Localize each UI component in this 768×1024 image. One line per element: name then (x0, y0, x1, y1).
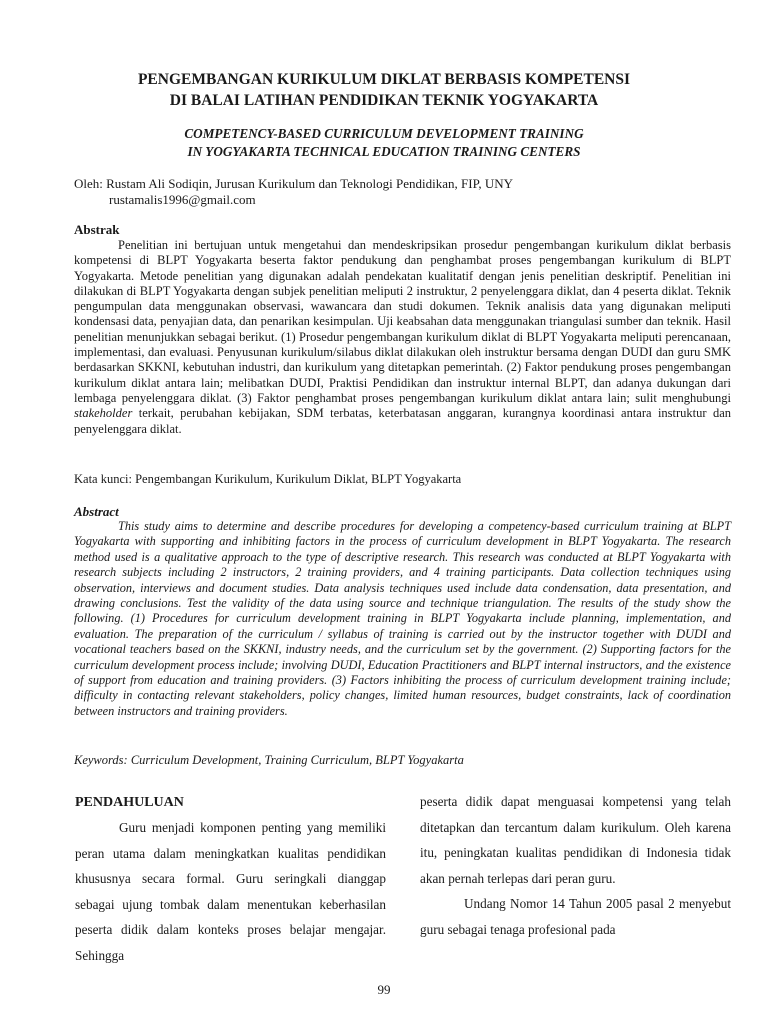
en-title-line-2: IN YOGYAKARTA TECHNICAL EDUCATION TRAINING CENTERS (187, 144, 581, 159)
paper-title-english (60, 125, 708, 161)
abstrak-text-part-2: terkait, perubahan kebijakan, SDM terbatas, keterbatasan anggaran, kurangnya koordinasi antara instruktur dan penyelenggara diklat. (74, 406, 731, 436)
title-line-1: PENGEMBANGAN KURIKULUM DIKLAT BERBASIS KOMPETENSI (137, 71, 631, 88)
author-line: Oleh: Rustam Ali Sodiqin, Jurusan Kurikulum dan Teknologi Pendidikan, FIP, UNY (74, 176, 514, 191)
abstract-paragraph: This study aims to determine and describe procedures for developing a competency-based curriculum training at BLPT Yogyakarta with supporting and inhibiting factors in the process of curriculum development in BLPT Yogyakarta. The research method used is a qualitative approach to the type of descriptive research. This research was conducted at BLPT Yogyakarta with research subjects including 2 instructors, 2 training providers, and 4 training participants. Data collection techniques using observation, interviews and document studies. Data analysis techniques used include data condensation, data presentation, and drawing conclusions. Test the validity of the data using source and technique triangulation. The results of the study show the following. (1) Procedures for curriculum development training in BLPT Yogyakarta include planning, implementation, and evaluation. The preparation of the curriculum / syllabus of training is carried out by the instructor together with DUDI and vocational teachers based on the SKKNI, industry needs, and the curriculum set by the government. (2) Supporting factors for the curriculum development process include; involving DUDI, Education Practitioners and BLPT internal instructors, and the existence of support from education and training providers. (3) Factors inhibiting the process of curriculum development training include; difficulty in contacting relevant stakeholders, policy changes, limited human resources, budget constraints, lack of coordination between instructors and training providers. (74, 519, 731, 718)
right-column (420, 789, 731, 943)
title-line-2: DI BALAI LATIHAN PENDIDIKAN TEKNIK YOGYAKARTA (169, 92, 599, 109)
abstrak-heading: Abstrak (74, 222, 120, 237)
section-heading-pendahuluan: PENDAHULUAN (75, 795, 184, 810)
abstrak-paragraph (74, 238, 731, 437)
body-paragraph: peserta didik dapat menguasai kompetensi yang telah ditetapkan dan tercantum dalam kurikulum. Oleh karena itu, peningkatan kualitas pendidikan di Indonesia tidak akan pernah terlepas dari peran guru. (420, 794, 731, 886)
abstract-heading: Abstract (74, 504, 119, 519)
body-paragraph: Guru menjadi komponen penting yang memiliki peran utama dalam meningkatkan kualitas pendidikan khususnya secara formal. Guru seringkali dianggap sebagai ujung tombak dalam menentukan keberhasilan peserta didik dalam konteks proses belajar mengajar. Sehingga (75, 820, 386, 963)
kata-kunci: Kata kunci: Pengembangan Kurikulum, Kurikulum Diklat, BLPT Yogyakarta (74, 472, 462, 486)
abstrak-text-part-1: Penelitian ini bertujuan untuk mengetahui dan mendeskripsikan prosedur pengembangan kurikulum diklat berbasis kompetensi di BLPT Yogyakarta beserta faktor pendukung dan penghambat proses pengembangan kurikulum di BLPT Yogyakarta. Metode penelitian yang digunakan adalah pendekatan kualitatif dengan jenis penelitian deskriptif. Penelitian ini dilakukan di BLPT Yogyakarta dengan subjek penelitian meliputi 2 instruktur, 2 penyelenggara diklat, dan 4 peserta diklat. Teknik pengumpulan data menggunakan observasi, wawancara dan studi dokumen. Teknik analisis data yang digunakan meliputi kondensasi data, penyajian data, dan penarikan kesimpulan. Uji keabsahan data menggunakan triangulasi sumber dan teknik. Hasil penelitian menunjukkan sebagai berikut. (1) Prosedur pengembangan kurikulum diklat di BLPT Yogyakarta meliputi perencanaan, implementasi, dan evaluasi. Penyusunan kurikulum/silabus diklat dilakukan oleh instruktur bersama dengan DUDI dan guru SMK berdasarkan SKKNI, kebutuhan industri, dan kurikulum yang ditetapkan pemerintah. (2) Faktor pendukung proses pengembangan kurikulum diklat antara lain; melibatkan DUDI, Praktisi Pendidikan dan instruktur internal BLPT, dan adanya dukungan dari lembaga penyelenggara diklat. (3) Faktor penghambat proses pengembangan kurikulum diklat antara lain; sulit menghubungi (74, 238, 731, 405)
keywords-english: Keywords: Curriculum Development, Training Curriculum, BLPT Yogyakarta (74, 753, 464, 767)
abstrak-text-italic: stakeholder (74, 406, 133, 421)
en-title-line-1: COMPETENCY-BASED CURRICULUM DEVELOPMENT TRAINING (184, 126, 584, 141)
author-email: rustamalis1996@gmail.com (109, 192, 256, 207)
left-column (75, 791, 386, 969)
page-number: 99 (377, 982, 391, 997)
paper-title-indonesian (60, 69, 708, 111)
body-paragraph: Undang Nomor 14 Tahun 2005 pasal 2 menyebut guru sebagai tenaga profesional pada (420, 896, 731, 937)
